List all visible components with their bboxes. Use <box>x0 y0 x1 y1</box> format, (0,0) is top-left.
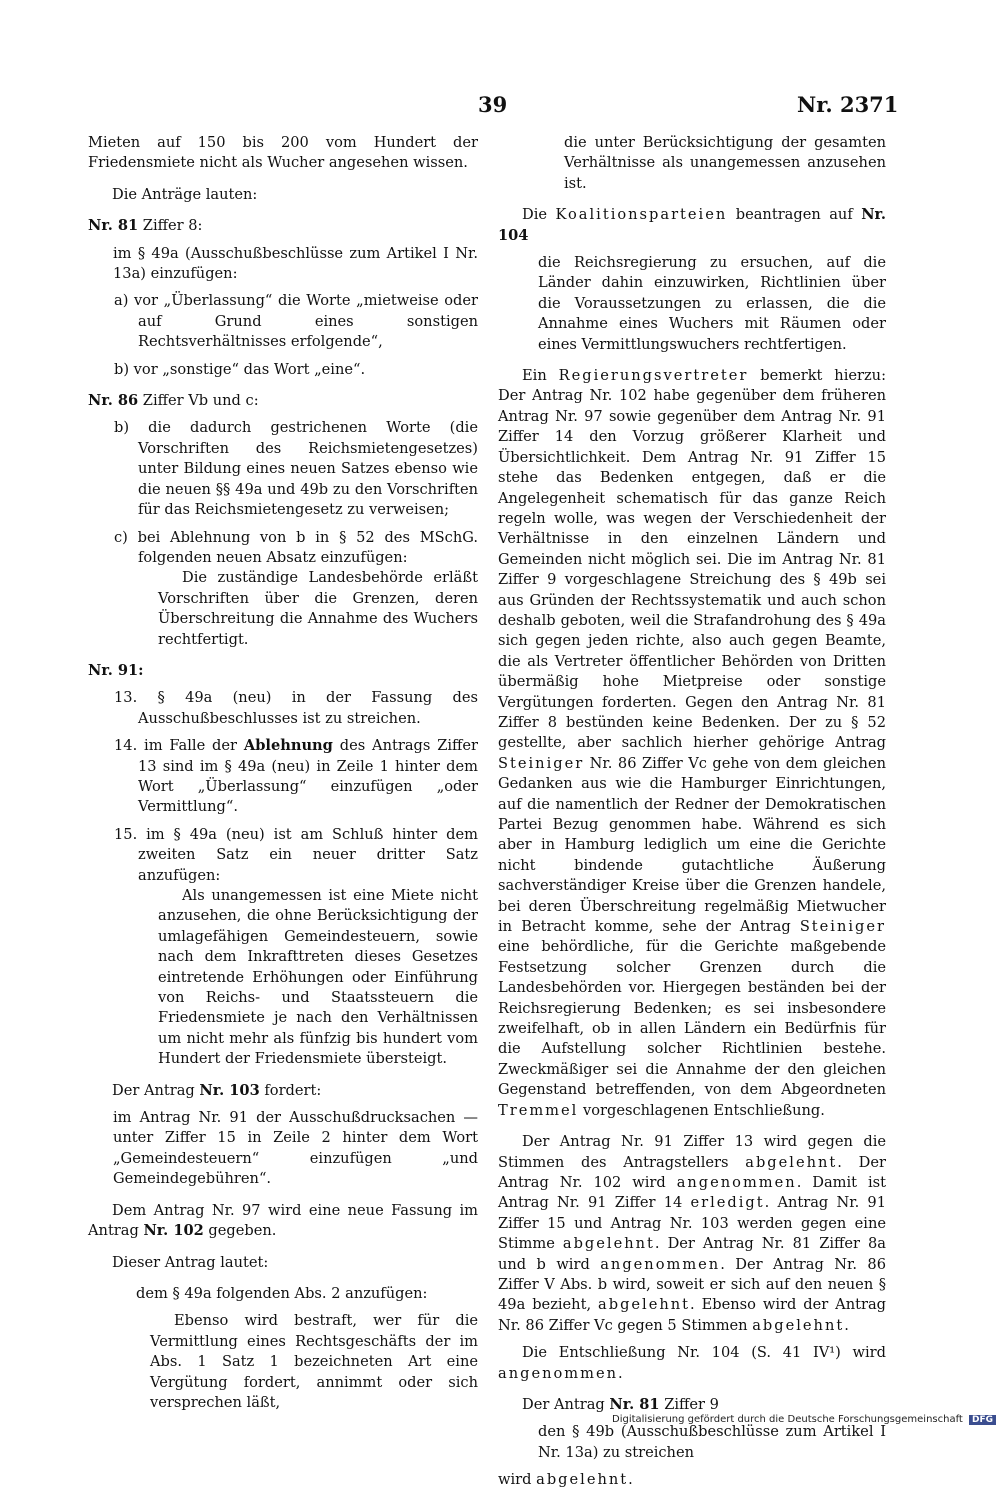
text: Der Antrag <box>522 1395 610 1413</box>
spaced-text: erledigt <box>690 1194 765 1212</box>
dfg-logo: DFG <box>969 1415 996 1425</box>
paragraph <box>88 1081 478 1101</box>
left-column <box>88 133 478 1413</box>
list-item: b) die dadurch gestrichenen Worte (die Vorschriften des Reichsmietengesetzes) unter Bildung eines neuen Satzes ebenso wie die neuen §§ 49a und 49b zu den Vorschriften für das Reichsmietengesetz zu verweisen; <box>114 419 478 519</box>
text: 14. im Falle der <box>114 737 244 755</box>
text: . <box>844 1316 849 1334</box>
text: Der Antrag <box>112 1081 200 1099</box>
text: . Der Antrag Nr. 86 Ziffer V Abs. b wird, soweit er sich auf den neuen § 49a bezieht, <box>498 1255 886 1314</box>
paragraph: Die Anträge lauten: <box>112 185 258 203</box>
text: beantragen auf <box>727 206 862 224</box>
spaced-text: angenommen <box>600 1255 721 1273</box>
spaced-text: abgelehnt <box>752 1316 845 1334</box>
paragraph <box>88 1201 478 1242</box>
spaced-text: Tremmel <box>498 1101 579 1119</box>
motion-label: Nr. 86 <box>88 392 139 410</box>
text: Dem Antrag Nr. 97 wird eine neue Fassung im Antrag <box>88 1201 478 1240</box>
motion-text: die Reichsregierung zu ersuchen, auf die Länder dahin einzuwirken, Richtlinien über die Voraussetzungen zu erlassen, die die Annahme eines Wuchers mit Räumen oder eines Vermittlungswuchers rechtfertigen. <box>538 254 886 353</box>
motion-label: Nr. 91: <box>88 661 144 679</box>
paragraph <box>498 1132 886 1336</box>
spaced-text: angenommen <box>498 1364 618 1382</box>
text: . Ebenso wird der Antrag Nr. 86 Ziffer Vc gegen 5 Stimmen <box>498 1296 886 1334</box>
text: Die Entschließung Nr. 104 (S. 41 IV¹) wird <box>522 1344 886 1362</box>
spaced-text: Steiniger <box>498 754 585 772</box>
text: . <box>628 1471 633 1489</box>
footer-text: Digitalisierung gefördert durch die Deutsche Forschungsgemeinschaft <box>612 1414 963 1425</box>
spaced-text: Koalitionsparteien <box>555 206 728 224</box>
motion-text: dem § 49a folgenden Abs. 2 anzufügen: <box>136 1284 428 1302</box>
paragraph: Mieten auf 150 bis 200 vom Hundert der Friedensmiete nicht als Wucher angesehen wissen. <box>88 134 478 172</box>
text: eine behördliche, für die Gerichte maßgebende Festsetzung solcher Grenzen durch die Landesbehörden vor. Hiergegen beständen bei der Reichsregierung Bedenken; es sei insbesondere zweifelhaft, ob in allen Ländern ein Bedürfnis für die Aufstellung solcher Richtlinien bestehe. Zweckmäßiger sei die Annahme der den gleichen Gegenstand betreffenden, von dem Abgeordneten <box>498 938 886 1099</box>
list-item <box>88 736 478 818</box>
spaced-text: Steiniger <box>799 918 886 936</box>
list-item: a) vor „Überlassung“ die Worte „mietweise oder auf Grund eines sonstigen Rechtsverhältnisses erfolgende“, <box>114 292 478 351</box>
spaced-text: abgelehnt <box>562 1235 655 1253</box>
page-number: 39 <box>478 92 508 117</box>
text: fordert: <box>259 1081 322 1099</box>
quoted-text: Als unangemessen ist eine Miete nicht anzusehen, die ohne Berücksichtigung der umlagefähigen Gemeindesteuern, sowie nach dem Inkrafttreten dieses Gesetzes eintretende Erhöhungen oder Einführung von Reichs- und Staatssteuern die Friedensmiete je nach den Verhältnissen um nicht mehr als fünfzig bis hundert vom Hundert der Friedensmiete übersteigt. <box>158 887 478 1068</box>
paragraph <box>498 366 886 1121</box>
text: Nr. 86 Ziffer Vc gehe von dem gleichen Gedanken aus wie die Hamburger Einrichtungen, auf die namentlich der Redner der Demokratischen Partei Bezug genommen habe. Während es sich aber in Hamburg lediglich um eine die Gerichte nicht bindende gutachtliche Äußerung sachverständiger Kreise über die Grenzen handele, bei deren Überschreitung regelmäßig Mietwucher in Betracht komme, sehe der Antrag <box>498 754 886 936</box>
text: wird <box>498 1471 537 1489</box>
text: . Der Antrag Nr. 81 Ziffer 8a und b wird <box>498 1235 887 1273</box>
text: Die <box>522 206 556 224</box>
text: Der Antrag Nr. 91 Ziffer 13 wird gegen die Stimmen des Antragstellers <box>498 1133 886 1171</box>
right-column <box>498 133 886 1491</box>
list-item: b) vor „sonstige“ das Wort „eine“. <box>114 360 366 378</box>
spaced-text: abgelehnt <box>598 1296 691 1314</box>
quoted-text: Die zuständige Landesbehörde erläßt Vorschriften über die Grenzen, deren Überschreitung die Annahme des Wuchers rechtfertigt. <box>158 569 478 648</box>
paragraph: Dieser Antrag lautet: <box>112 1253 269 1271</box>
spaced-text: abgelehnt <box>536 1471 629 1489</box>
motion-heading <box>88 216 478 236</box>
text: bemerkt hierzu: Der Antrag Nr. 102 habe gegenüber dem früheren Antrag Nr. 97 sowie gegenüber dem Antrag Nr. 91 Ziffer 14 den Vorzug größerer Klarheit und Übersichtlichkeit. Dem Antrag Nr. 91 Ziffer 15 stehe das Bedenken entgegen, daß er die Angelegenheit schematisch für das ganze Reich regeln wolle, was wegen der Verschiedenheit der Verhältnisse in den einzelnen Ländern und Gemeinden nicht möglich sei. Die im Antrag Nr. 81 Ziffer 9 vorgeschlagene Streichung des § 49b sei aus Gründen der Rechtssystematik und auch schon deshalb geboten, weil die Strafandrohung des § 49a sich gegen jeden richte, also auch gegen Beamte, die als Vertreter öffentlicher Behörden von Dritten übermäßig hohe Mietpreise oder sonstige Vergütungen forderten. Gegen den Antrag Nr. 81 Ziffer 8 bestünden keine Bedenken. Der zu § 52 gestellte, aber sachlich hierher gehörige Antrag <box>498 367 886 752</box>
motion-label: Nr. 103 <box>199 1081 260 1099</box>
motion-heading <box>88 391 478 411</box>
motion-text: im Antrag Nr. 91 der Ausschußdrucksachen — unter Ziffer 15 in Zeile 2 hinter dem Wort „Gemeindesteuern“ einzufügen „und Gemeindegebühren“. <box>113 1109 478 1188</box>
paragraph <box>498 1470 886 1490</box>
quoted-text: die unter Berücksichtigung der gesamten Verhältnisse als unangemessen anzusehen ist. <box>564 134 886 192</box>
motion-text: den § 49b (Ausschußbeschlüsse zum Artikel I Nr. 13a) zu streichen <box>538 1423 886 1461</box>
text: Ein <box>522 367 559 385</box>
list-item: c) bei Ablehnung von b in § 52 des MSchG. folgenden neuen Absatz einzufügen: <box>114 528 478 566</box>
motion-text: im § 49a (Ausschußbeschlüsse zum Artikel I Nr. 13a) einzufügen: <box>113 244 478 283</box>
text: . Der Antrag Nr. 102 wird <box>498 1153 886 1191</box>
document-number: Nr. 2371 <box>797 92 899 117</box>
motion-label: Nr. 81 <box>88 217 139 235</box>
quoted-text: Ebenso wird bestraft, wer für die Vermittlung eines Rechtsgeschäfts der im Abs. 1 Satz 1 bezeichneten Art eine Vergütung fordert, annimmt oder sich versprechen läßt, <box>150 1312 478 1411</box>
motion-heading-text: Ziffer Vb und c: <box>138 392 259 410</box>
motion-label: Nr. 81 <box>609 1395 660 1413</box>
paragraph <box>498 1343 886 1384</box>
footer-credit <box>612 1414 996 1425</box>
text: . Antrag Nr. 91 Ziffer 15 und Antrag Nr. 103 werden gegen eine Stimme <box>498 1194 886 1253</box>
paragraph <box>498 1395 886 1415</box>
text: . <box>617 1364 623 1382</box>
motion-label: Nr. 104 <box>498 206 886 244</box>
text: Ziffer 9 <box>659 1395 719 1413</box>
spaced-text: abgelehnt <box>745 1153 838 1171</box>
list-item: 13. § 49a (neu) in der Fassung des Ausschußbeschlusses ist zu streichen. <box>114 689 478 727</box>
motion-label: Nr. 102 <box>143 1222 204 1240</box>
motion-heading <box>88 661 478 681</box>
motion-heading-text: Ziffer 8: <box>138 217 203 235</box>
paragraph <box>498 205 886 246</box>
text: . Damit ist Antrag Nr. 91 Ziffer 14 <box>498 1173 886 1212</box>
text: des Antrags Ziffer 13 sind im § 49a (neu) in Zeile 1 hinter dem Wort „Überlassung“ einzufügen „oder Vermittlung“. <box>138 737 478 816</box>
emphasis: Ablehnung <box>243 737 333 755</box>
spaced-text: Regierungsvertreter <box>558 367 749 385</box>
text: gegeben. <box>203 1222 277 1240</box>
list-item: 15. im § 49a (neu) ist am Schluß hinter dem zweiten Satz ein neuer dritter Satz anzufügen: <box>114 825 478 884</box>
text: vorgeschlagenen Entschließung. <box>578 1101 825 1119</box>
spaced-text: angenommen <box>676 1173 797 1191</box>
